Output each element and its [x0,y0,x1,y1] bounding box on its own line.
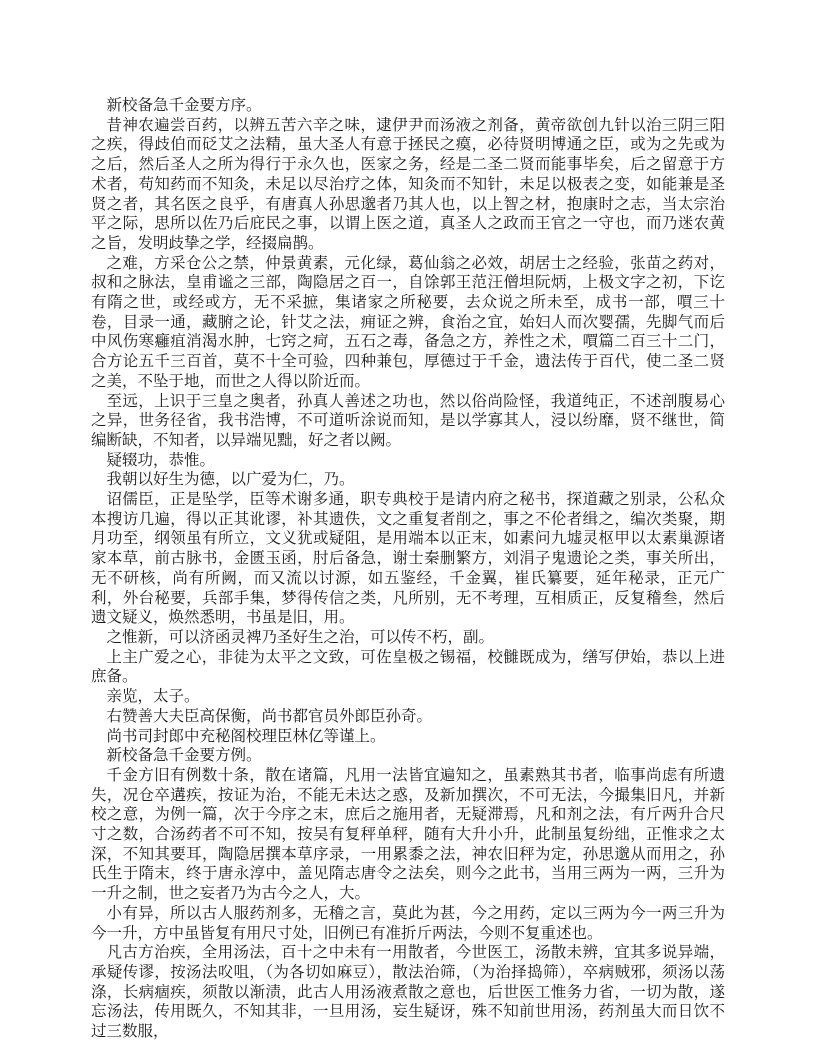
document-title: 新校备急千金要方序。 [106,97,262,114]
paragraph: 之难，方采仓公之禁，仲景黄素，元化绿，葛仙翁之必效，胡居士之经验，张苗之药对，叔和之脉法，皇甫谧之三部，陶隐居之百一，自馀郭王范汪僧坦阮炳，上极文字之初，下讫有隋之世，或经或方，无不采摭，集诸家之所秘要，去众说之所未至，成书一部，嘪三十卷，目录一通，藏腑之论，针艾之法，痈证之辨，食治之宜，始妇人而次婴孺，先脚气而后中风伤寒癰疽消渴水肿，七窍之疴，五石之毒，备急之方，养性之术，嘪篇二百三十二门，合方论五千三百首，莫不十全可验，四种兼包，厚德过于千金，遗法传于百代，使二圣二贤之美，不坠于地，而世之人得以阶近而。 [91,254,725,390]
paragraph: 诏儒臣，正是坠学，臣等术谢多通，职专典校于是请内府之秘书，探道藏之别录，公私众本搜访几遍，得以正其讹谬，补其遗佚，文之重复者削之，事之不伦者缉之，编次类聚，期月功至，纲领虽有所立，文义犹或疑阻，是用端本以正末，如素问九墟灵枢甲以太素巢源诸家本草，前古脉书，金匮玉函，肘后备急，谢士秦删繁方，刘涓子鬼遗论之类，事关所出，无不研核，尚有所阙，而又流以讨源，如五鉴经，千金翼，崔氏纂要，延年秘录，正元广利，外台秘要，兵部手集，梦得传信之类，凡所别，无不考理，互相质正，反复稽叁，然后遗文疑义，焕然悉明，书虽是旧，用。 [91,491,725,627]
paragraph: 尚书司封郎中充秘阁校理臣林亿等谨上。 [106,727,386,745]
paragraph: 亲览，太子。 [106,688,200,706]
paragraph: 千金方旧有例数十条，散在诸篇，凡用一法皆宜遍知之，虽素熟其书者，临事尚虑有所遗失，况仓卒遘疾，按证为治，不能无未达之惑，及新加撰次，不可无法，今撮集旧凡，并新校之意，为例一篇，次于今序之末，庶后之施用者，无疑滞焉，凡和剂之法，有斤两升合尺寸之数，合汤药者不可不知，按吴有复秤单秤，随有大升小升，此制虽复纷绌，正惟求之太深，不知其要耳，陶隐居撰本草序录，一用累黍之法，神农旧秤为定，孙思邈从而用之，孙氏生于隋末，终于唐永淳中，盖见隋志唐令之法矣，则今之此书，当用三两为一两，三升为一升之制，世之妄者乃为古今之人，大。 [91,766,725,903]
paragraph: 右赞善大夫臣高保衡，尚书都官员外郎臣孙奇。 [106,707,433,725]
paragraph: 凡古方治疾，全用汤法，百十之中未有一用散者，今世医工，汤散未辨，宜其多说异端，承疑传谬，按汤法㕮咀，（为各切如麻豆），散法治筛，（为治择捣筛），卒病贼邪，须汤以荡涤，长病痼疾，须散以渐渍，此古人用汤液煮散之意也，后世医工惟务力省，一切为散，遂忘汤法，传用既久，不知其非，一旦用汤，妄生疑讶，殊不知前世用汤，药剂虽大而日饮不过三数服， [91,944,725,1041]
paragraph: 我朝以好生为德，以广爱为仁，乃。 [106,471,355,489]
document-page [91,96,725,1042]
paragraph: 新校备急千金要方例。 [106,747,262,765]
paragraph: 至远，上识于三皇之奥者，孙真人善述之功也，然以俗尚险怪，我道纯正，不述剖腹易心之异，世务径省，我书浩博，不可道听涂说而知，是以学寡其人，浸以纷靡，贤不继世，简编断缺，不知者，以异端见黜，好之者以阙。 [91,392,725,449]
paragraph: 昔神农遍尝百药，以辨五苦六辛之味，逮伊尹而汤液之剂备，黄帝欲创九针以治三阴三阳之疾，得歧伯而砭艾之法精，虽大圣人有意于拯民之瘼，必待贤明博通之臣，或为之先或为之后，然后圣人之所为得行于永久也，医家之务，经是二圣二贤而能事毕矣，后之留意于方术者，苟知药而不知灸，未足以尽治疗之体，知灸而不知针，未足以极表之变，如能兼是圣贤之者，其名医之良乎，有唐真人孙思邈者乃其人也，以上智之材，抱康时之志，当太宗治平之际，思所以佐乃后庇民之事，以谓上医之道，真圣人之政而王官之一守也，而乃迷农黄之旨，发明歧挚之学，经掇扁鹊。 [91,116,725,252]
paragraph: 上主广爱之心，非徒为太平之文致，可佐皇极之锡福，校雠既成为，缮写伊始，恭以上进庶备。 [91,648,725,686]
paragraph: 疑辍功，恭惟。 [106,451,216,469]
paragraph: 小有异，所以古人服药剂多，无稽之言，莫此为甚，今之用药，定以三两为今一两三升为今一升，方中虽皆复有用尺寸处，旧例已有准折斤两法，今则不复重述也。 [91,904,725,942]
paragraph: 之惟新，可以济函灵裨乃圣好生之治，可以传不朽，副。 [106,628,495,646]
